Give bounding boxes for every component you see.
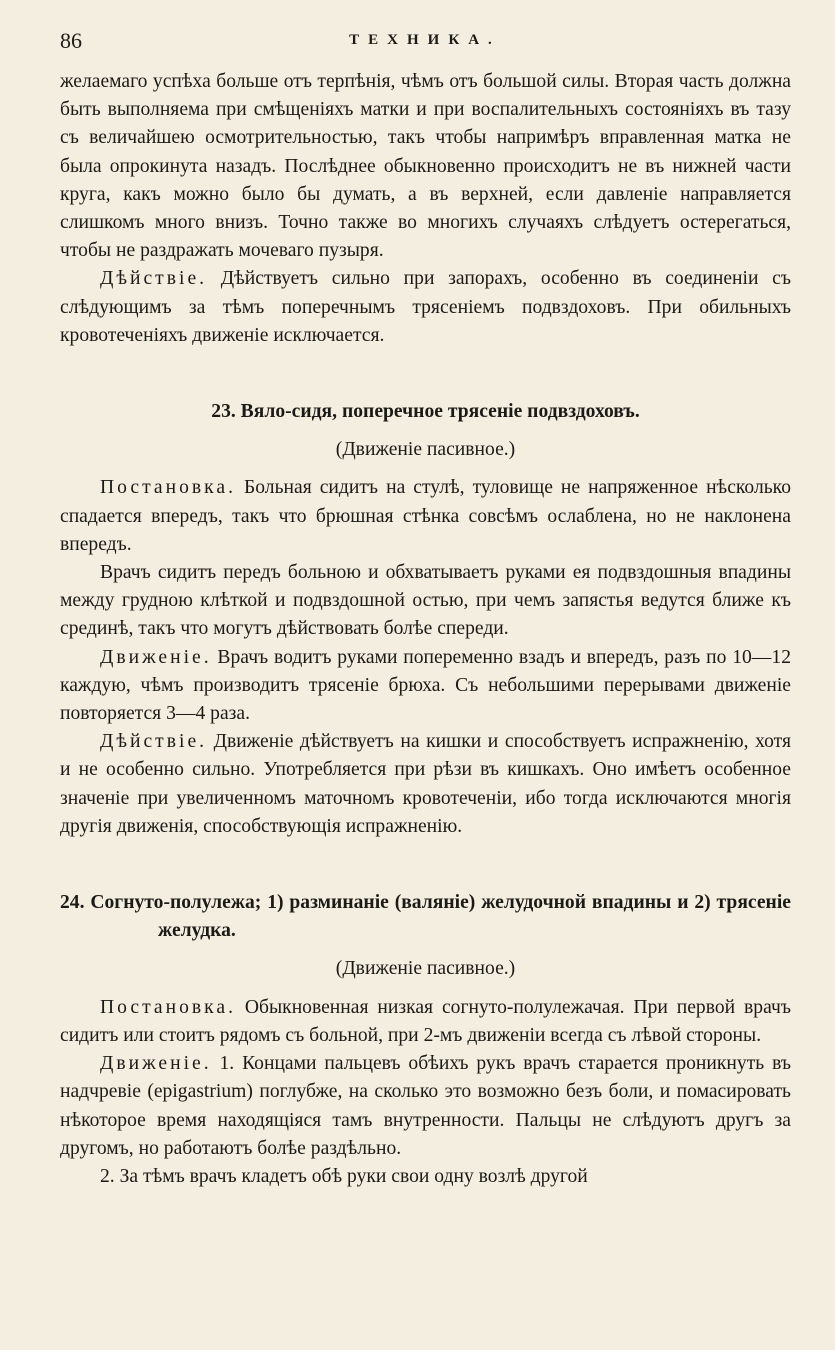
page-header xyxy=(60,22,790,58)
paragraph xyxy=(60,265,791,350)
paragraph-text: Больная сидитъ на стулѣ, туловище не напряженное нѣсколько спадается впередъ, такъ что брюшная стѣнка совсѣмъ ослаблена, но не наклонена впередъ. xyxy=(60,477,791,555)
paragraph-text: 1. Концами пальцевъ обѣихъ рукъ врачъ старается проникнуть въ надчревіе (epigastrium) поглубже, на сколько это возможно безъ боли, и помасировать нѣкоторое время находящіяся тамъ внутренности. Пальцы не слѣдуютъ другъ за другомъ, но работаютъ болѣе раздѣльно. xyxy=(60,1053,791,1159)
page-number: 86 xyxy=(60,28,82,53)
paragraph: 2. За тѣмъ врачъ кладетъ обѣ руки свои одну возлѣ другой xyxy=(100,1165,588,1187)
paragraph xyxy=(60,728,791,841)
paragraph-label: Дѣйствіе. xyxy=(100,731,208,753)
body-text xyxy=(60,68,791,1191)
paragraph xyxy=(60,994,791,1050)
section-subtitle: (Движеніе пасивное.) xyxy=(335,958,516,980)
paragraph-label: Постановка. xyxy=(100,477,236,499)
paragraph-text: Движеніе дѣйствуетъ на кишки и способствуетъ испражненію, хотя и не особенно сильно. Употребляется при рѣзи въ кишкахъ. Оно имѣетъ особенное значеніе при увеличенномъ маточномъ кровотеченіи, ибо тогда исключаются многія другія движенія, способствующія испражненію. xyxy=(60,731,791,837)
paragraph-text: Обыкновенная низкая согнуто-полулежачая. При первой врачъ сидитъ или стоитъ рядомъ съ больной, при 2-мъ движеніи всегда съ лѣвой стороны. xyxy=(60,996,791,1046)
section-heading: 23. Вяло-сидя, поперечное трясеніе подвздоховъ. xyxy=(211,401,640,423)
running-title: ТЕХНИКА. xyxy=(349,32,501,48)
paragraph xyxy=(60,474,791,559)
paragraph-label: Движеніе. xyxy=(100,646,212,668)
paragraph xyxy=(60,644,791,729)
section-subtitle: (Движеніе пасивное.) xyxy=(335,439,516,461)
paragraph-label: Дѣйствіе. xyxy=(100,268,208,290)
paragraph-text: Дѣйствуетъ сильно при запорахъ, особенно въ соединеніи съ слѣдующимъ за тѣмъ поперечнымъ трясеніемъ подвздоховъ. При обильныхъ кровотеченіяхъ движеніе исключается. xyxy=(60,268,791,346)
paragraph: желаемаго успѣха больше отъ терпѣнія, чѣмъ отъ большой силы. Вторая часть должна быть выполняема при смѣщеніяхъ матки и при воспалительныхъ состояніяхъ въ тазу съ величайшею осмотрительностью, такъ чтобы напримѣръ вправленная матка не была опрокинута назадъ. Послѣднее обыкновенно происходитъ не въ нижней части круга, какъ можно было бы думать, а въ верхней, если давленіе направляется слишкомъ много внизъ. Точно также во многихъ случаяхъ слѣдуетъ остерегаться, чтобы не раздражать мочеваго пузыря. xyxy=(60,71,791,262)
paragraph xyxy=(60,1050,791,1163)
paragraph-text: Врачъ водитъ руками попеременно взадъ и впередъ, разъ по 10—12 каждую, чѣмъ производитъ трясеніе брюха. Съ небольшими перерывами движеніе повторяется 3—4 раза. xyxy=(60,646,791,725)
paragraph-label: Движеніе. xyxy=(100,1053,212,1075)
paragraph: Врачъ сидитъ передъ больною и обхватываетъ руками ея подвздошныя впадины между грудною клѣткой и подвздошной остью, при чемъ запястья ведутся ближе къ срединѣ, такъ что могутъ дѣйствовать болѣе спереди. xyxy=(60,562,791,640)
section-heading: 24. Согнуто-полулежа; 1) разминаніе (валяніе) желудочной впадины и 2) трясеніе желудка. xyxy=(60,892,791,942)
paragraph-label: Постановка. xyxy=(100,996,236,1018)
